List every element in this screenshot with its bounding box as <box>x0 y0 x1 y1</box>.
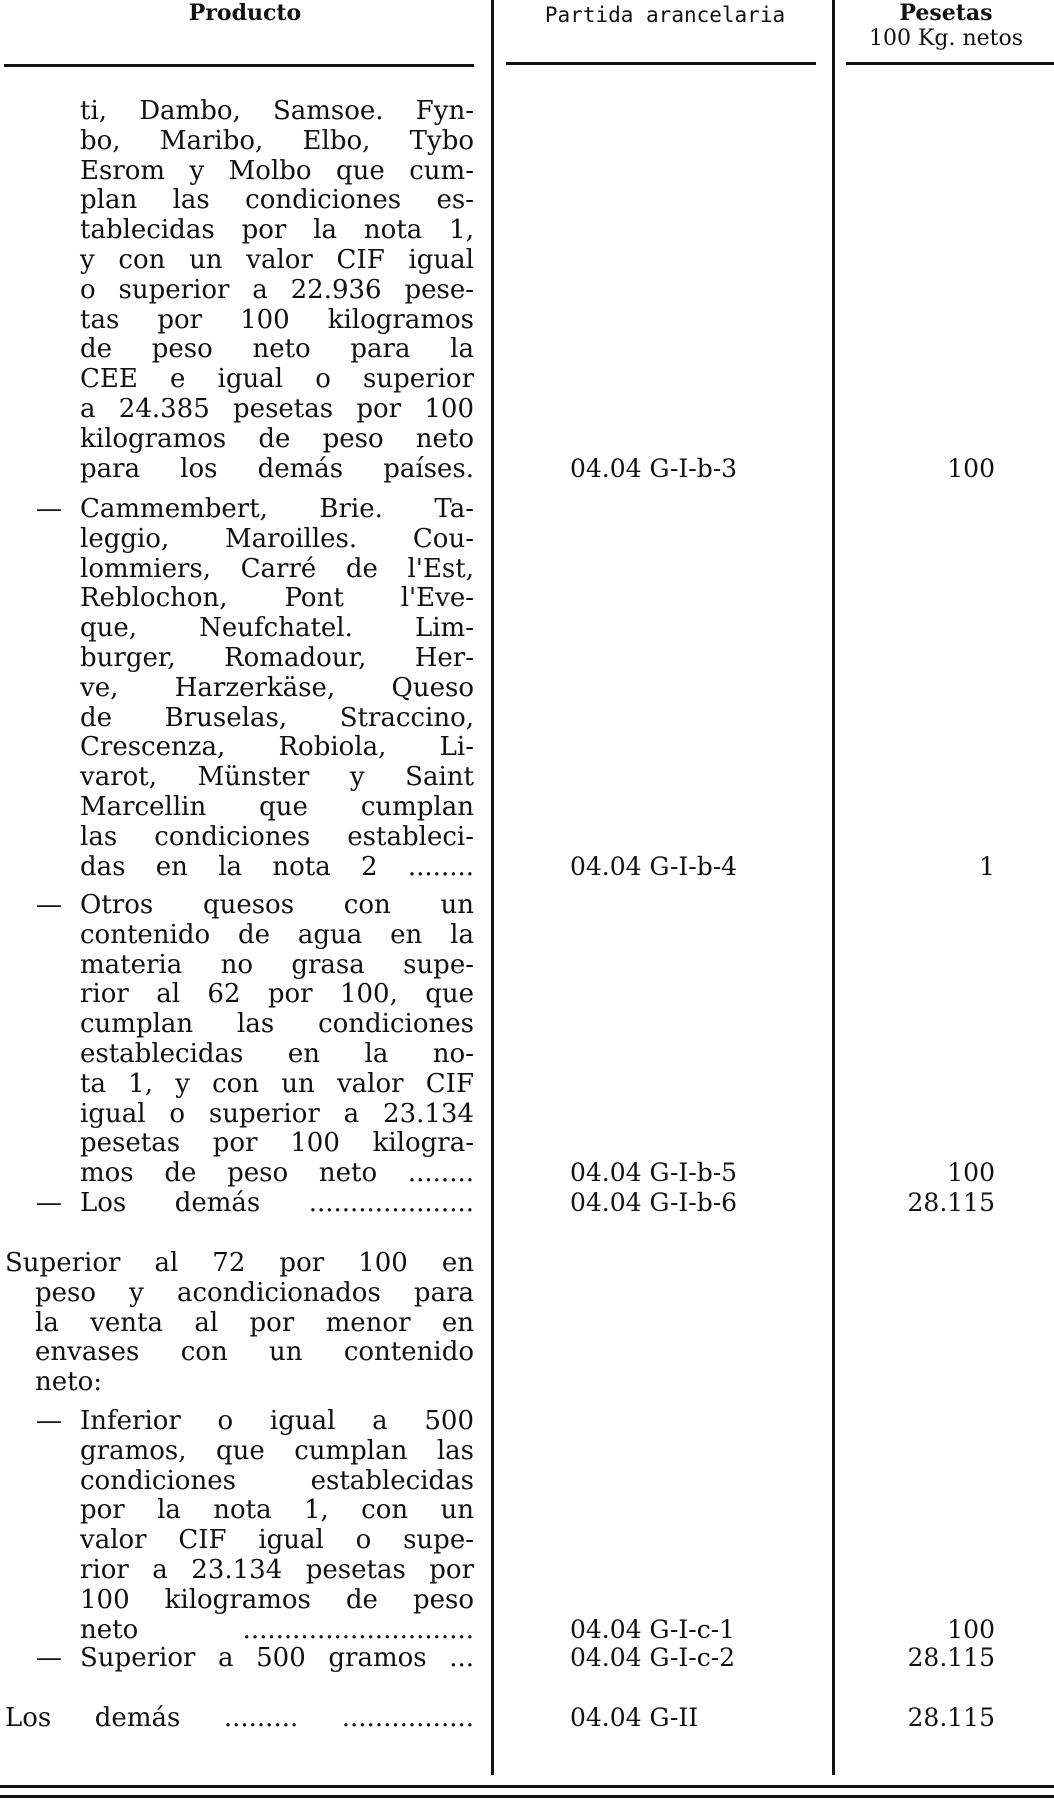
column-header-product: Producto <box>188 0 302 26</box>
column-header-pesetas-line2: 100 Kg. netos <box>868 26 1024 51</box>
pesetas-cell: 1 <box>979 851 995 881</box>
product-description-line: Los demás .................... <box>80 1188 474 1218</box>
product-description-line: Esrom y Molbo que cum- <box>80 155 474 186</box>
dash-marker: — <box>36 1188 62 1218</box>
pesetas-cell: 28.115 <box>907 1188 995 1217</box>
partida-arancelaria-cell: 04.04 G-I-b-4 <box>570 851 738 881</box>
header-rule-partida <box>506 62 816 65</box>
product-description-line: Inferior o igual a 500 <box>80 1406 474 1436</box>
partida-arancelaria-cell: 04.04 G-I-c-2 <box>570 1643 736 1672</box>
product-description-line: kilogramos de peso neto <box>80 423 474 454</box>
column-header-pesetas <box>838 0 1054 52</box>
product-description-line: rior al 62 por 100, que <box>80 979 474 1010</box>
product-description-line: ta 1, y con un valor CIF <box>80 1068 474 1099</box>
product-description-line: Los demás ......... ................ <box>5 1703 474 1733</box>
product-description-line: materia no grasa supe- <box>80 949 474 980</box>
product-description-line: varot, Münster y Saint <box>80 762 474 793</box>
product-description-line: Marcellin que cumplan <box>80 792 474 822</box>
partida-arancelaria-cell: 04.04 G-I-c-1 <box>570 1614 736 1644</box>
footer-rule-top <box>0 1785 1054 1788</box>
product-description-line: a 24.385 pesetas por 100 <box>80 394 474 424</box>
product-description-line: contenido de agua en la <box>80 919 474 950</box>
partida-arancelaria-cell: 04.04 G-I-b-6 <box>570 1188 738 1217</box>
product-description-line: cumplan las condiciones <box>80 1009 474 1040</box>
partida-arancelaria-cell: 04.04 G-I-b-3 <box>570 453 738 483</box>
column-divider-1 <box>491 0 494 1775</box>
product-description-line: Superior a 500 gramos ... <box>80 1643 474 1673</box>
pesetas-cell: 28.115 <box>907 1643 995 1672</box>
product-description-line: Superior al 72 por 100 en <box>5 1248 474 1278</box>
product-description-line: valor CIF igual o supe- <box>80 1525 474 1556</box>
product-description-line: mos de peso neto ........ <box>80 1158 474 1189</box>
product-description-line: que, Neufchatel. Lim- <box>80 613 474 644</box>
product-description-line: y con un valor CIF igual <box>80 245 474 275</box>
product-description-line: leggio, Maroilles. Cou- <box>80 523 474 554</box>
product-description-line: rior a 23.134 pesetas por <box>80 1555 474 1585</box>
product-description-line: o superior a 22.936 pese- <box>80 274 474 305</box>
dash-marker: — <box>36 494 62 524</box>
column-header-pesetas-line1: Pesetas <box>899 0 993 26</box>
product-description-line: ve, Harzerkäse, Queso <box>80 672 474 703</box>
product-description-line: envases con un contenido <box>35 1337 474 1368</box>
product-description-line: tas por 100 kilogramos <box>80 304 474 335</box>
product-description-line: das en la nota 2 ........ <box>80 851 474 882</box>
product-description-line: CEE e igual o superior <box>80 364 474 395</box>
product-description-line: de peso neto para la <box>80 334 474 365</box>
column-divider-2 <box>832 0 835 1775</box>
product-description-line: Cammembert, Brie. Ta- <box>80 494 474 524</box>
product-description-line: burger, Romadour, Her- <box>80 643 474 673</box>
product-description-line: establecidas en la no- <box>80 1039 474 1069</box>
partida-arancelaria-cell: 04.04 G-I-b-5 <box>570 1158 738 1188</box>
product-description-line: por la nota 1, con un <box>80 1495 474 1526</box>
footer-rule-bottom <box>0 1795 1054 1798</box>
product-description-line: ti, Dambo, Samsoe. Fyn- <box>80 96 474 126</box>
pesetas-cell: 100 <box>947 1158 995 1188</box>
dash-marker: — <box>36 1643 62 1673</box>
product-description-line: Crescenza, Robiola, Li- <box>80 732 474 763</box>
product-description-line: las condiciones estableci- <box>80 821 474 852</box>
product-description-line: pesetas por 100 kilogra- <box>80 1128 474 1159</box>
product-description-line: la venta al por menor en <box>35 1307 474 1338</box>
header-rule-pesetas <box>846 62 1054 65</box>
product-description-line: tablecidas por la nota 1, <box>80 215 474 246</box>
product-description-line: Otros quesos con un <box>80 890 474 920</box>
product-description-line: condiciones establecidas <box>80 1465 474 1496</box>
dash-marker: — <box>36 890 62 920</box>
product-description-line: igual o superior a 23.134 <box>80 1098 474 1129</box>
column-header-partida: Partida arancelaria <box>544 3 786 27</box>
pesetas-cell: 100 <box>947 453 995 483</box>
header-rule-product <box>4 64 474 67</box>
product-description-line: lommiers, Carré de l'Est, <box>80 553 474 584</box>
product-description-line: neto: <box>35 1367 102 1398</box>
product-description-line: neto ............................ <box>80 1614 474 1645</box>
product-description-line: de Bruselas, Straccino, <box>80 702 474 733</box>
product-description-line: 100 kilogramos de peso <box>80 1584 474 1615</box>
product-description-line: peso y acondicionados para <box>35 1277 474 1308</box>
pesetas-cell: 28.115 <box>907 1703 995 1732</box>
product-description-line: Reblochon, Pont l'Eve- <box>80 583 474 614</box>
partida-arancelaria-cell: 04.04 G-II <box>570 1703 699 1732</box>
product-description-line: bo, Maribo, Elbo, Tybo <box>80 125 474 156</box>
pesetas-cell: 100 <box>947 1614 995 1644</box>
product-description-line: para los demás países. <box>80 453 474 484</box>
product-description-line: gramos, que cumplan las <box>80 1435 474 1466</box>
product-description-line: plan las condiciones es- <box>80 185 474 216</box>
dash-marker: — <box>36 1406 62 1436</box>
